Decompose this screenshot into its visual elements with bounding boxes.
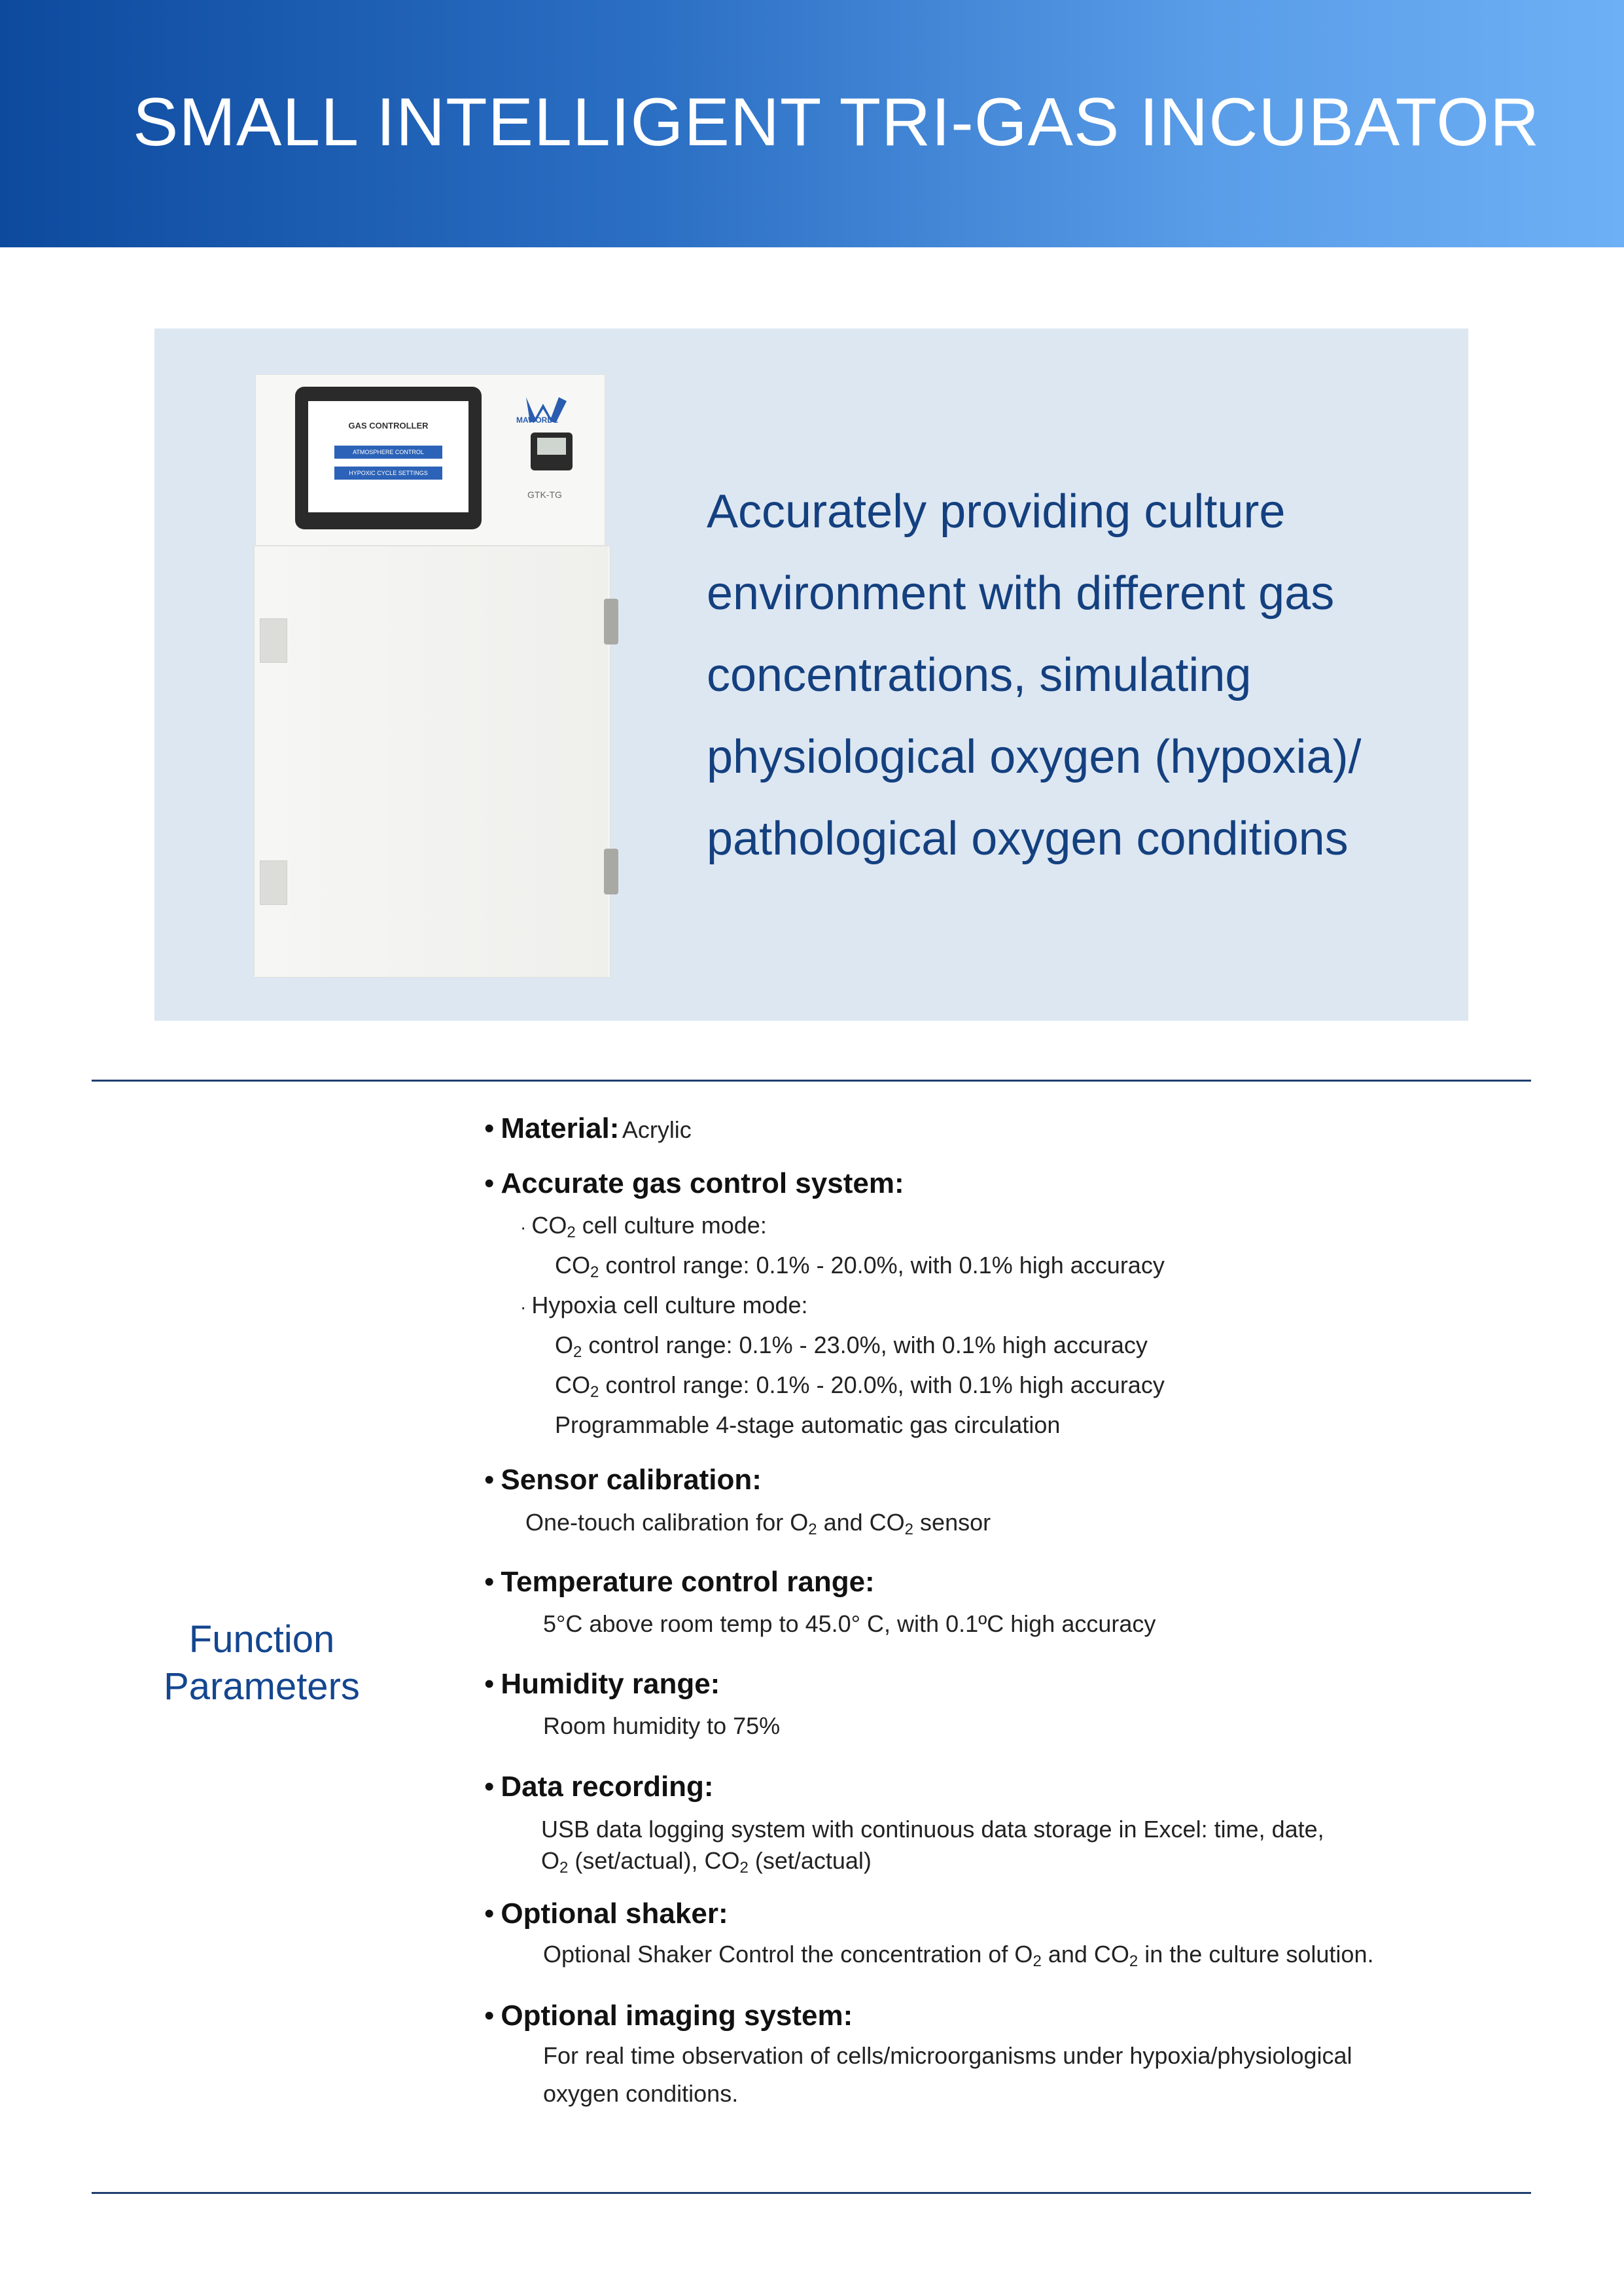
co2-range-line: [555, 1371, 1165, 1402]
spec-data-recording: • Data recording:: [484, 1771, 714, 1803]
co2-range-text: control range: 0.1% - 20.0%, with 0.1% high accuracy: [605, 1371, 1165, 1398]
spec-shaker: • Optional shaker:: [484, 1898, 728, 1930]
chem-sub: 2: [739, 1859, 749, 1877]
o2-range-line: [555, 1332, 1148, 1362]
humidity-value: Room humidity to 75%: [543, 1712, 781, 1739]
chem-sub: 2: [567, 1224, 576, 1241]
chem-o: O: [555, 1332, 574, 1358]
brand-name: MAWORDE: [516, 415, 558, 425]
touchscreen-bezel: [295, 387, 482, 529]
sensor-text-a: One-touch calibration for O: [525, 1509, 809, 1536]
chem-sub: 2: [573, 1343, 582, 1361]
incubator-door: [255, 546, 608, 977]
spec-imaging: • Optional imaging system:: [484, 2000, 853, 2032]
hinge-bottom-icon: [604, 849, 618, 894]
spec-sensor: • Sensor calibration:: [484, 1464, 762, 1496]
shaker-text-c: in the culture solution.: [1144, 1941, 1374, 1968]
spec-temperature: • Temperature control range:: [484, 1566, 875, 1598]
sensor-text-c: sensor: [920, 1509, 991, 1536]
hypoxia-mode-line: · Hypoxia cell culture mode:: [520, 1292, 808, 1318]
hero-tagline: Accurately providing culture environment with different gas concentrations, simulating physiological oxygen (hypoxia)/ pathological oxygen conditions: [707, 486, 1362, 865]
co2-mode-range: [555, 1252, 1165, 1282]
spec-material-label: Material:: [501, 1112, 620, 1144]
chem-sub: 2: [808, 1521, 817, 1538]
chem-sub: 2: [559, 1859, 569, 1877]
spec-gas-control: • Accurate gas control system:: [484, 1167, 904, 1199]
chem-co: CO: [531, 1212, 567, 1239]
spec-imaging-label: Optional imaging system:: [501, 2000, 853, 2032]
chem-sub: 2: [590, 1263, 599, 1281]
imaging-line2: oxygen conditions.: [543, 2080, 739, 2107]
data-recording-text-b: (set/actual): [754, 1847, 872, 1874]
chem-co: CO: [555, 1252, 590, 1279]
imaging-line1: For real time observation of cells/microorganisms under hypoxia/physiological: [543, 2042, 1352, 2069]
hypoxia-mode-label: Hypoxia cell culture mode:: [531, 1292, 808, 1318]
co2-mode-label: cell culture mode:: [582, 1212, 767, 1239]
co2-mode-line: · $CO_2$ cell culture mode:: [520, 1212, 767, 1241]
hinge-top-icon: [604, 599, 618, 645]
screen-title: GAS CONTROLLER: [348, 421, 429, 431]
chem-co: CO: [555, 1371, 590, 1398]
door-latch-top: [260, 618, 287, 663]
sensor-text-b: and CO: [823, 1509, 905, 1536]
chem-sub: 2: [1129, 1952, 1139, 1970]
brand-logo-icon: [521, 389, 573, 435]
touchscreen: [308, 401, 468, 512]
data-recording-line2: [541, 1847, 872, 1877]
spec-material-value: Acrylic: [622, 1116, 692, 1143]
header-banner: [0, 0, 1624, 247]
spec-data-recording-label: Data recording:: [501, 1771, 714, 1803]
spec-gas-control-label: Accurate gas control system:: [501, 1167, 904, 1199]
incubator-image: [255, 374, 628, 976]
page-title: SMALL INTELLIGENT TRI-GAS INCUBATOR: [133, 84, 1540, 160]
spec-material: • Material: Acrylic: [484, 1112, 692, 1144]
screen-button-atmosphere: ATMOSPHERE CONTROL: [334, 446, 442, 459]
programmable-line: Programmable 4-stage automatic gas circulation: [555, 1411, 1061, 1438]
shaker-text-b: and CO: [1048, 1941, 1129, 1968]
spec-shaker-label: Optional shaker:: [501, 1898, 728, 1930]
temperature-display: [531, 433, 573, 470]
spec-humidity-label: Humidity range:: [501, 1668, 720, 1700]
chem-o: O: [541, 1847, 560, 1874]
model-label: GTK-TG: [527, 489, 562, 500]
screen-button-hypoxic: HYPOXIC CYCLE SETTINGS: [334, 467, 442, 480]
incubator-cabinet: [254, 546, 610, 978]
spec-humidity: • Humidity range:: [484, 1668, 720, 1700]
data-recording-text-a: (set/actual), CO: [574, 1847, 740, 1874]
divider-bottom: [92, 2192, 1531, 2194]
sensor-value: [525, 1509, 991, 1539]
controller-housing: [255, 374, 605, 546]
section-label: Function Parameters: [164, 1618, 360, 1708]
chem-sub: 2: [904, 1521, 914, 1538]
data-recording-line1: USB data logging system with continuous data storage in Excel: time, date,: [541, 1816, 1324, 1843]
shaker-text-a: Optional Shaker Control the concentration of O: [543, 1941, 1033, 1968]
spec-sensor-label: Sensor calibration:: [501, 1464, 762, 1496]
door-latch-bottom: [260, 860, 287, 905]
co2-mode-range-text: control range: 0.1% - 20.0%, with 0.1% high accuracy: [605, 1252, 1165, 1279]
chem-sub: 2: [1033, 1952, 1042, 1970]
o2-range-text: control range: 0.1% - 23.0%, with 0.1% high accuracy: [588, 1332, 1148, 1358]
display-panel: [537, 438, 566, 455]
temperature-value: 5°C above room temp to 45.0° C, with 0.1ºC high accuracy: [543, 1610, 1156, 1637]
shaker-value: [543, 1941, 1373, 1971]
divider-top: [92, 1080, 1531, 1082]
spec-temperature-label: Temperature control range:: [501, 1566, 875, 1598]
chem-sub: 2: [590, 1383, 599, 1401]
